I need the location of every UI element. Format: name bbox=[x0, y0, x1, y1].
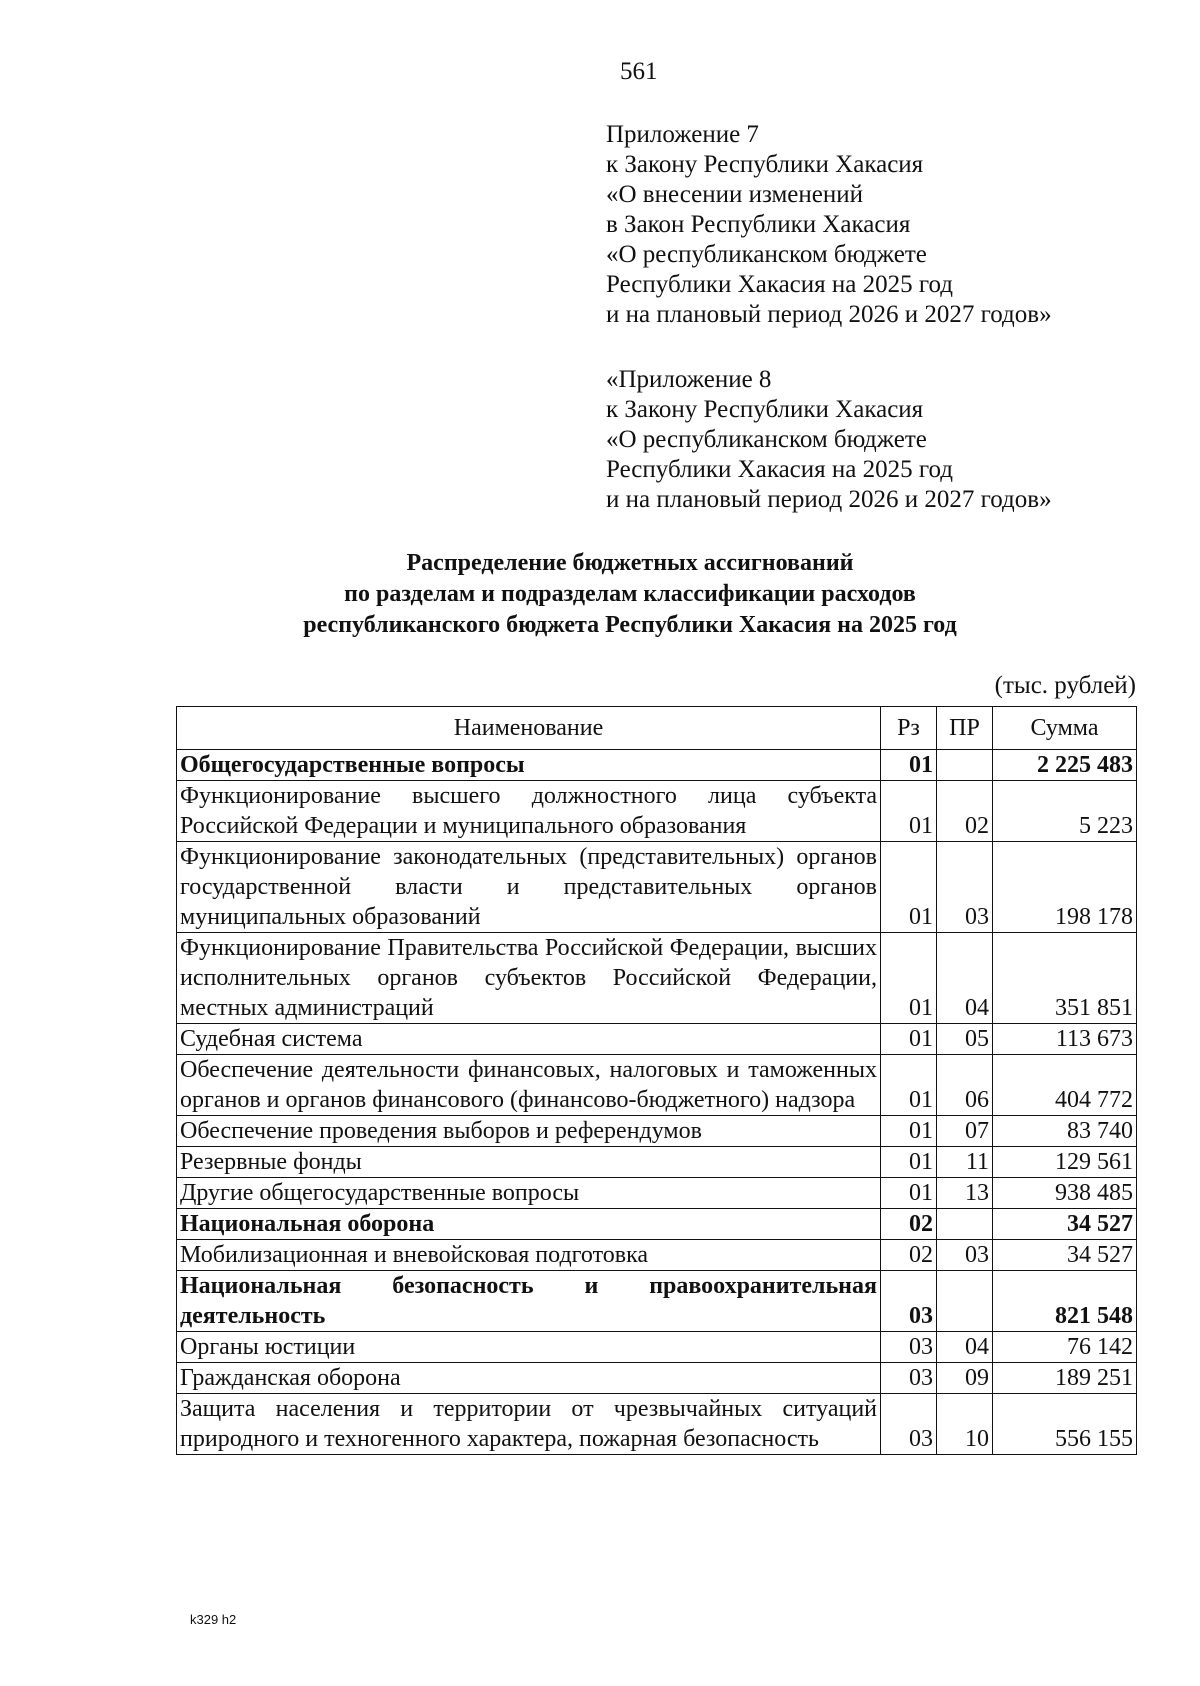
row-name: Функционирование законодательных (представительных) органов государственной власти и представительных органов муниципальных образований bbox=[177, 842, 881, 933]
row-pr: 07 bbox=[937, 1116, 993, 1147]
row-sum: 129 561 bbox=[993, 1147, 1137, 1178]
row-pr: 06 bbox=[937, 1055, 993, 1116]
appendix-8-line: и на плановый период 2026 и 2027 годов» bbox=[606, 486, 1052, 513]
row-rz: 03 bbox=[881, 1363, 937, 1394]
row-sum: 76 142 bbox=[993, 1332, 1137, 1363]
header-pr: ПР bbox=[937, 707, 993, 750]
row-pr: 03 bbox=[937, 1240, 993, 1271]
row-sum: 5 223 bbox=[993, 781, 1137, 842]
appendix-7-line: к Закону Республики Хакасия bbox=[606, 151, 924, 178]
row-rz: 03 bbox=[881, 1271, 937, 1332]
row-pr bbox=[937, 1271, 993, 1332]
row-rz: 01 bbox=[881, 750, 937, 781]
row-sum: 34 527 bbox=[993, 1240, 1137, 1271]
document-title bbox=[180, 548, 1080, 641]
table-row bbox=[177, 1332, 1137, 1363]
appendix-8-line: Республики Хакасия на 2025 год bbox=[606, 456, 954, 483]
table-row bbox=[177, 781, 1137, 842]
row-pr: 03 bbox=[937, 842, 993, 933]
row-pr: 13 bbox=[937, 1178, 993, 1209]
row-sum: 83 740 bbox=[993, 1116, 1137, 1147]
row-sum: 556 155 bbox=[993, 1394, 1137, 1455]
table-row bbox=[177, 1116, 1137, 1147]
row-sum: 404 772 bbox=[993, 1055, 1137, 1116]
row-rz: 03 bbox=[881, 1394, 937, 1455]
section-row bbox=[177, 750, 1137, 781]
appendix-7-line: в Закон Республики Хакасия bbox=[606, 211, 911, 238]
row-pr: 11 bbox=[937, 1147, 993, 1178]
row-sum: 189 251 bbox=[993, 1363, 1137, 1394]
appendix-7-line: Приложение 7 bbox=[606, 121, 759, 148]
footer-code: k329 h2 bbox=[190, 1612, 237, 1627]
row-pr: 04 bbox=[937, 933, 993, 1024]
row-rz: 01 bbox=[881, 1178, 937, 1209]
row-sum: 198 178 bbox=[993, 842, 1137, 933]
units-label: (тыс. рублей) bbox=[994, 672, 1136, 699]
row-name: Мобилизационная и вневойсковая подготовка bbox=[177, 1240, 881, 1271]
section-row bbox=[177, 1209, 1137, 1240]
row-sum: 113 673 bbox=[993, 1024, 1137, 1055]
row-rz: 02 bbox=[881, 1240, 937, 1271]
row-name: Другие общегосударственные вопросы bbox=[177, 1178, 881, 1209]
page-number: 561 bbox=[620, 58, 658, 85]
row-name: Функционирование высшего должностного лица субъекта Российской Федерации и муниципального образования bbox=[177, 781, 881, 842]
row-sum: 351 851 bbox=[993, 933, 1137, 1024]
appendix-8-line: «Приложение 8 bbox=[606, 366, 772, 393]
row-pr bbox=[937, 1209, 993, 1240]
row-pr: 04 bbox=[937, 1332, 993, 1363]
row-pr: 02 bbox=[937, 781, 993, 842]
row-rz: 02 bbox=[881, 1209, 937, 1240]
row-rz: 01 bbox=[881, 1116, 937, 1147]
row-rz: 01 bbox=[881, 842, 937, 933]
row-name: Резервные фонды bbox=[177, 1147, 881, 1178]
appendix-8-header bbox=[606, 365, 1052, 515]
table-row bbox=[177, 842, 1137, 933]
row-pr bbox=[937, 750, 993, 781]
row-name: Органы юстиции bbox=[177, 1332, 881, 1363]
row-sum: 821 548 bbox=[993, 1271, 1137, 1332]
appendix-7-line: и на плановый период 2026 и 2027 годов» bbox=[606, 301, 1052, 328]
row-sum: 34 527 bbox=[993, 1209, 1137, 1240]
row-name: Общегосударственные вопросы bbox=[177, 750, 881, 781]
table-header-row bbox=[177, 707, 1137, 750]
section-row bbox=[177, 1271, 1137, 1332]
table-row bbox=[177, 933, 1137, 1024]
row-rz: 01 bbox=[881, 1055, 937, 1116]
row-pr: 10 bbox=[937, 1394, 993, 1455]
row-name: Судебная система bbox=[177, 1024, 881, 1055]
table-row bbox=[177, 1240, 1137, 1271]
appendix-7-line: «О внесении изменений bbox=[606, 181, 864, 208]
header-sum: Сумма bbox=[993, 707, 1137, 750]
row-name: Национальная безопасность и правоохранительная деятельность bbox=[177, 1271, 881, 1332]
appendix-7-header bbox=[606, 120, 1052, 330]
appendix-8-line: к Закону Республики Хакасия bbox=[606, 396, 924, 423]
table-row bbox=[177, 1178, 1137, 1209]
table-row bbox=[177, 1394, 1137, 1455]
row-name: Функционирование Правительства Российской Федерации, высших исполнительных органов субъектов Российской Федерации, местных администраций bbox=[177, 933, 881, 1024]
row-rz: 01 bbox=[881, 781, 937, 842]
title-line: по разделам и подразделам классификации расходов bbox=[344, 581, 916, 607]
title-line: Распределение бюджетных ассигнований bbox=[406, 550, 854, 576]
table-row bbox=[177, 1147, 1137, 1178]
appendix-8-line: «О республиканском бюджете bbox=[606, 426, 927, 453]
table-row bbox=[177, 1024, 1137, 1055]
header-rz: Рз bbox=[881, 707, 937, 750]
budget-table bbox=[176, 706, 1137, 1455]
header-name: Наименование bbox=[177, 707, 881, 750]
row-name: Защита населения и территории от чрезвычайных ситуаций природного и техногенного характера, пожарная безопасность bbox=[177, 1394, 881, 1455]
table-row bbox=[177, 1363, 1137, 1394]
row-pr: 09 bbox=[937, 1363, 993, 1394]
title-line: республиканского бюджета Республики Хакасия на 2025 год bbox=[303, 612, 957, 638]
row-pr: 05 bbox=[937, 1024, 993, 1055]
row-rz: 01 bbox=[881, 1024, 937, 1055]
row-rz: 01 bbox=[881, 1147, 937, 1178]
row-name: Национальная оборона bbox=[177, 1209, 881, 1240]
row-sum: 938 485 bbox=[993, 1178, 1137, 1209]
appendix-7-line: Республики Хакасия на 2025 год bbox=[606, 271, 954, 298]
row-name: Обеспечение деятельности финансовых, налоговых и таможенных органов и органов финансового (финансово-бюджетного) надзора bbox=[177, 1055, 881, 1116]
row-rz: 01 bbox=[881, 933, 937, 1024]
row-name: Обеспечение проведения выборов и референдумов bbox=[177, 1116, 881, 1147]
table-row bbox=[177, 1055, 1137, 1116]
row-sum: 2 225 483 bbox=[993, 750, 1137, 781]
row-name: Гражданская оборона bbox=[177, 1363, 881, 1394]
appendix-7-line: «О республиканском бюджете bbox=[606, 241, 927, 268]
row-rz: 03 bbox=[881, 1332, 937, 1363]
